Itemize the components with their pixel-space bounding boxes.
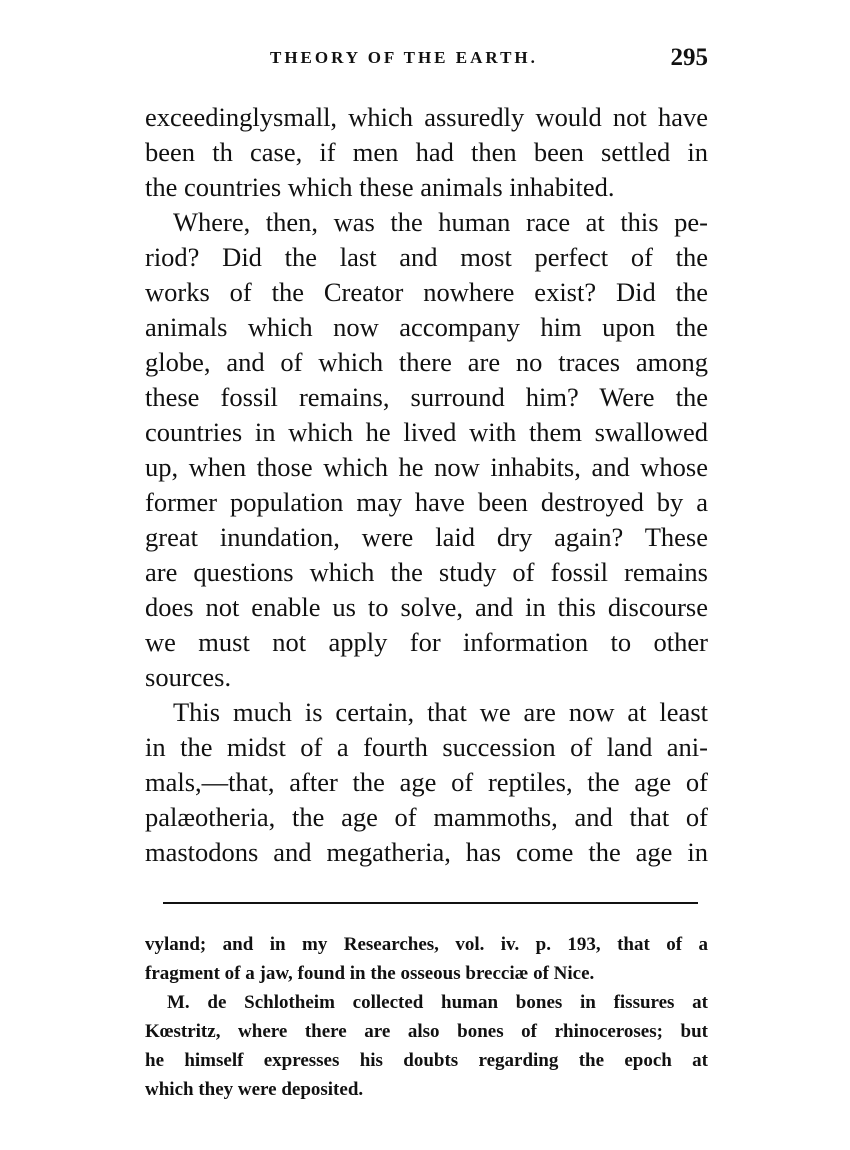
text-line: mastodons and megatheria, has come the age in xyxy=(145,837,708,867)
text-line: Where, then, was the human race at this pe- xyxy=(173,207,708,237)
body-text xyxy=(145,100,708,870)
text-line: countries in which he lived with them swallowed xyxy=(145,417,708,447)
running-head xyxy=(145,44,708,76)
text-line: riod? Did the last and most perfect of the xyxy=(145,242,708,272)
text-line: the countries which these animals inhabited. xyxy=(145,172,615,202)
text-line: sources. xyxy=(145,662,232,692)
text-line: are questions which the study of fossil remains xyxy=(145,557,708,587)
text-line: been th case, if men had then been settled in xyxy=(145,137,708,167)
footnote-line: Kœstritz, where there are also bones of rhinoceroses; but xyxy=(145,1021,708,1042)
text-line: works of the Creator nowhere exist? Did the xyxy=(145,277,708,307)
text-line: animals which now accompany him upon the xyxy=(145,312,708,342)
footnote-line: vyland; and in my Researches, vol. iv. p. 193, that of a xyxy=(145,934,708,955)
text-line: palæotheria, the age of mammoths, and that of xyxy=(145,802,708,832)
running-title: THEORY OF THE EARTH. xyxy=(270,48,538,67)
footnote-divider xyxy=(163,902,698,904)
text-line: does not enable us to solve, and in this discourse xyxy=(145,592,708,622)
text-line: we must not apply for information to other xyxy=(145,627,708,657)
text-line: mals,—that, after the age of reptiles, the age of xyxy=(145,767,708,797)
text-line: up, when those which he now inhabits, and whose xyxy=(145,452,708,482)
footnote-line: he himself expresses his doubts regarding the epoch at xyxy=(145,1050,708,1071)
text-line: This much is certain, that we are now at least xyxy=(173,697,708,727)
text-line: former population may have been destroyed by a xyxy=(145,487,708,517)
page-number: 295 xyxy=(670,44,708,71)
footnote-line: fragment of a jaw, found in the osseous brecciæ of Nice. xyxy=(145,963,595,984)
footnotes xyxy=(145,930,708,1104)
text-line: globe, and of which there are no traces among xyxy=(145,347,708,377)
text-line: exceedinglysmall, which assuredly would not have xyxy=(145,102,708,132)
text-line: these fossil remains, surround him? Were the xyxy=(145,382,708,412)
text-line: in the midst of a fourth succession of land ani- xyxy=(145,732,708,762)
text-line: great inundation, were laid dry again? These xyxy=(145,522,708,552)
footnote-line: which they were deposited. xyxy=(145,1079,364,1100)
footnote-line: M. de Schlotheim collected human bones in fissures at xyxy=(167,992,708,1013)
